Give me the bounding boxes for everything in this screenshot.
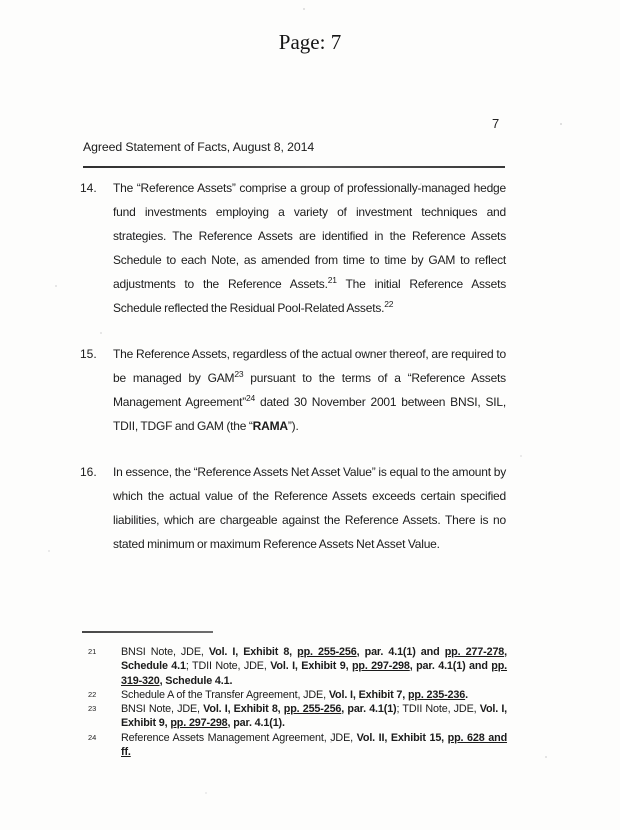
footnote-number: 24: [88, 732, 97, 742]
paragraph-number: 15.: [80, 347, 97, 361]
footnote-21: [80, 645, 507, 688]
footnote-text: Reference Assets Management Agreement, JDE, Vol. II, Exhibit 15, pp. 628 and ff.: [121, 731, 508, 759]
paragraph-15: [80, 342, 506, 438]
document-header-title: Agreed Statement of Facts, August 8, 2014: [83, 140, 315, 154]
footnote-separator: [82, 631, 213, 633]
footnote-24: [80, 731, 507, 760]
footnote-number: 21: [88, 647, 97, 656]
footnote-text: Schedule A of the Transfer Agreement, JDE, Vol. I, Exhibit 7, pp. 235-236.: [121, 688, 468, 701]
paragraph-number: 14.: [80, 181, 97, 195]
paragraph-text: The “Reference Assets” comprise a group of professionally-managed hedge fund investments employing a variety of investment techniques and strategies. The Reference Assets are identified in the Reference Assets Schedule to each Note, as amended from time to time by GAM to reflect adjustments to the Reference Assets.$^{21}$ The initial Reference Assets Schedule reflected the Residual Pool-Related Assets.$^{22}$: [113, 181, 507, 315]
print-page-title: Page: 7: [278, 30, 342, 54]
corner-page-number: 7: [492, 116, 500, 131]
paragraph-16: [80, 460, 506, 556]
paragraph-text: In essence, the “Reference Assets Net Asset Value” is equal to the amount by which the actual value of the Reference Assets exceeds certain specified liabilities, which are chargeable against the Reference Assets. There is no stated minimum or maximum Reference Assets Net Asset Value.: [113, 465, 506, 551]
paragraph-text: The Reference Assets, regardless of the actual owner thereof, are required to be managed by GAM$^{23}$ pursuant to the terms of a “Reference Assets Management Agreement”$^{24}$ dated 30 November 2001 between BNSI, SIL, TDII, TDGF and GAM (the “RAMA”).: [113, 347, 506, 433]
footnote-number: 22: [88, 689, 97, 699]
footnote-text: BNSI Note, JDE, Vol. I, Exhibit 8, pp. 255-256, par. 4.1(1) and pp. 277-278, Schedule 4.1; TDII Note, JDE, Vol. I, Exhibit 9, pp. 297-298, par. 4.1(1) and pp. 319-320, Schedule 4.1.: [121, 646, 508, 687]
footnote-23: [80, 702, 507, 731]
document-body: [80, 176, 506, 578]
footnotes-section: [80, 645, 507, 759]
footnote-22: [80, 688, 507, 702]
paragraph-number: 16.: [80, 465, 97, 479]
footnote-number: 23: [88, 704, 97, 714]
scan-noise: [0, 0, 2, 2]
header-rule: [83, 166, 505, 168]
paragraph-14: [80, 176, 506, 320]
footnote-text: BNSI Note, JDE, Vol. I, Exhibit 8, pp. 255-256, par. 4.1(1); TDII Note, JDE, Vol. I, Exhibit 9, pp. 297-298, par. 4.1(1).: [121, 703, 508, 730]
